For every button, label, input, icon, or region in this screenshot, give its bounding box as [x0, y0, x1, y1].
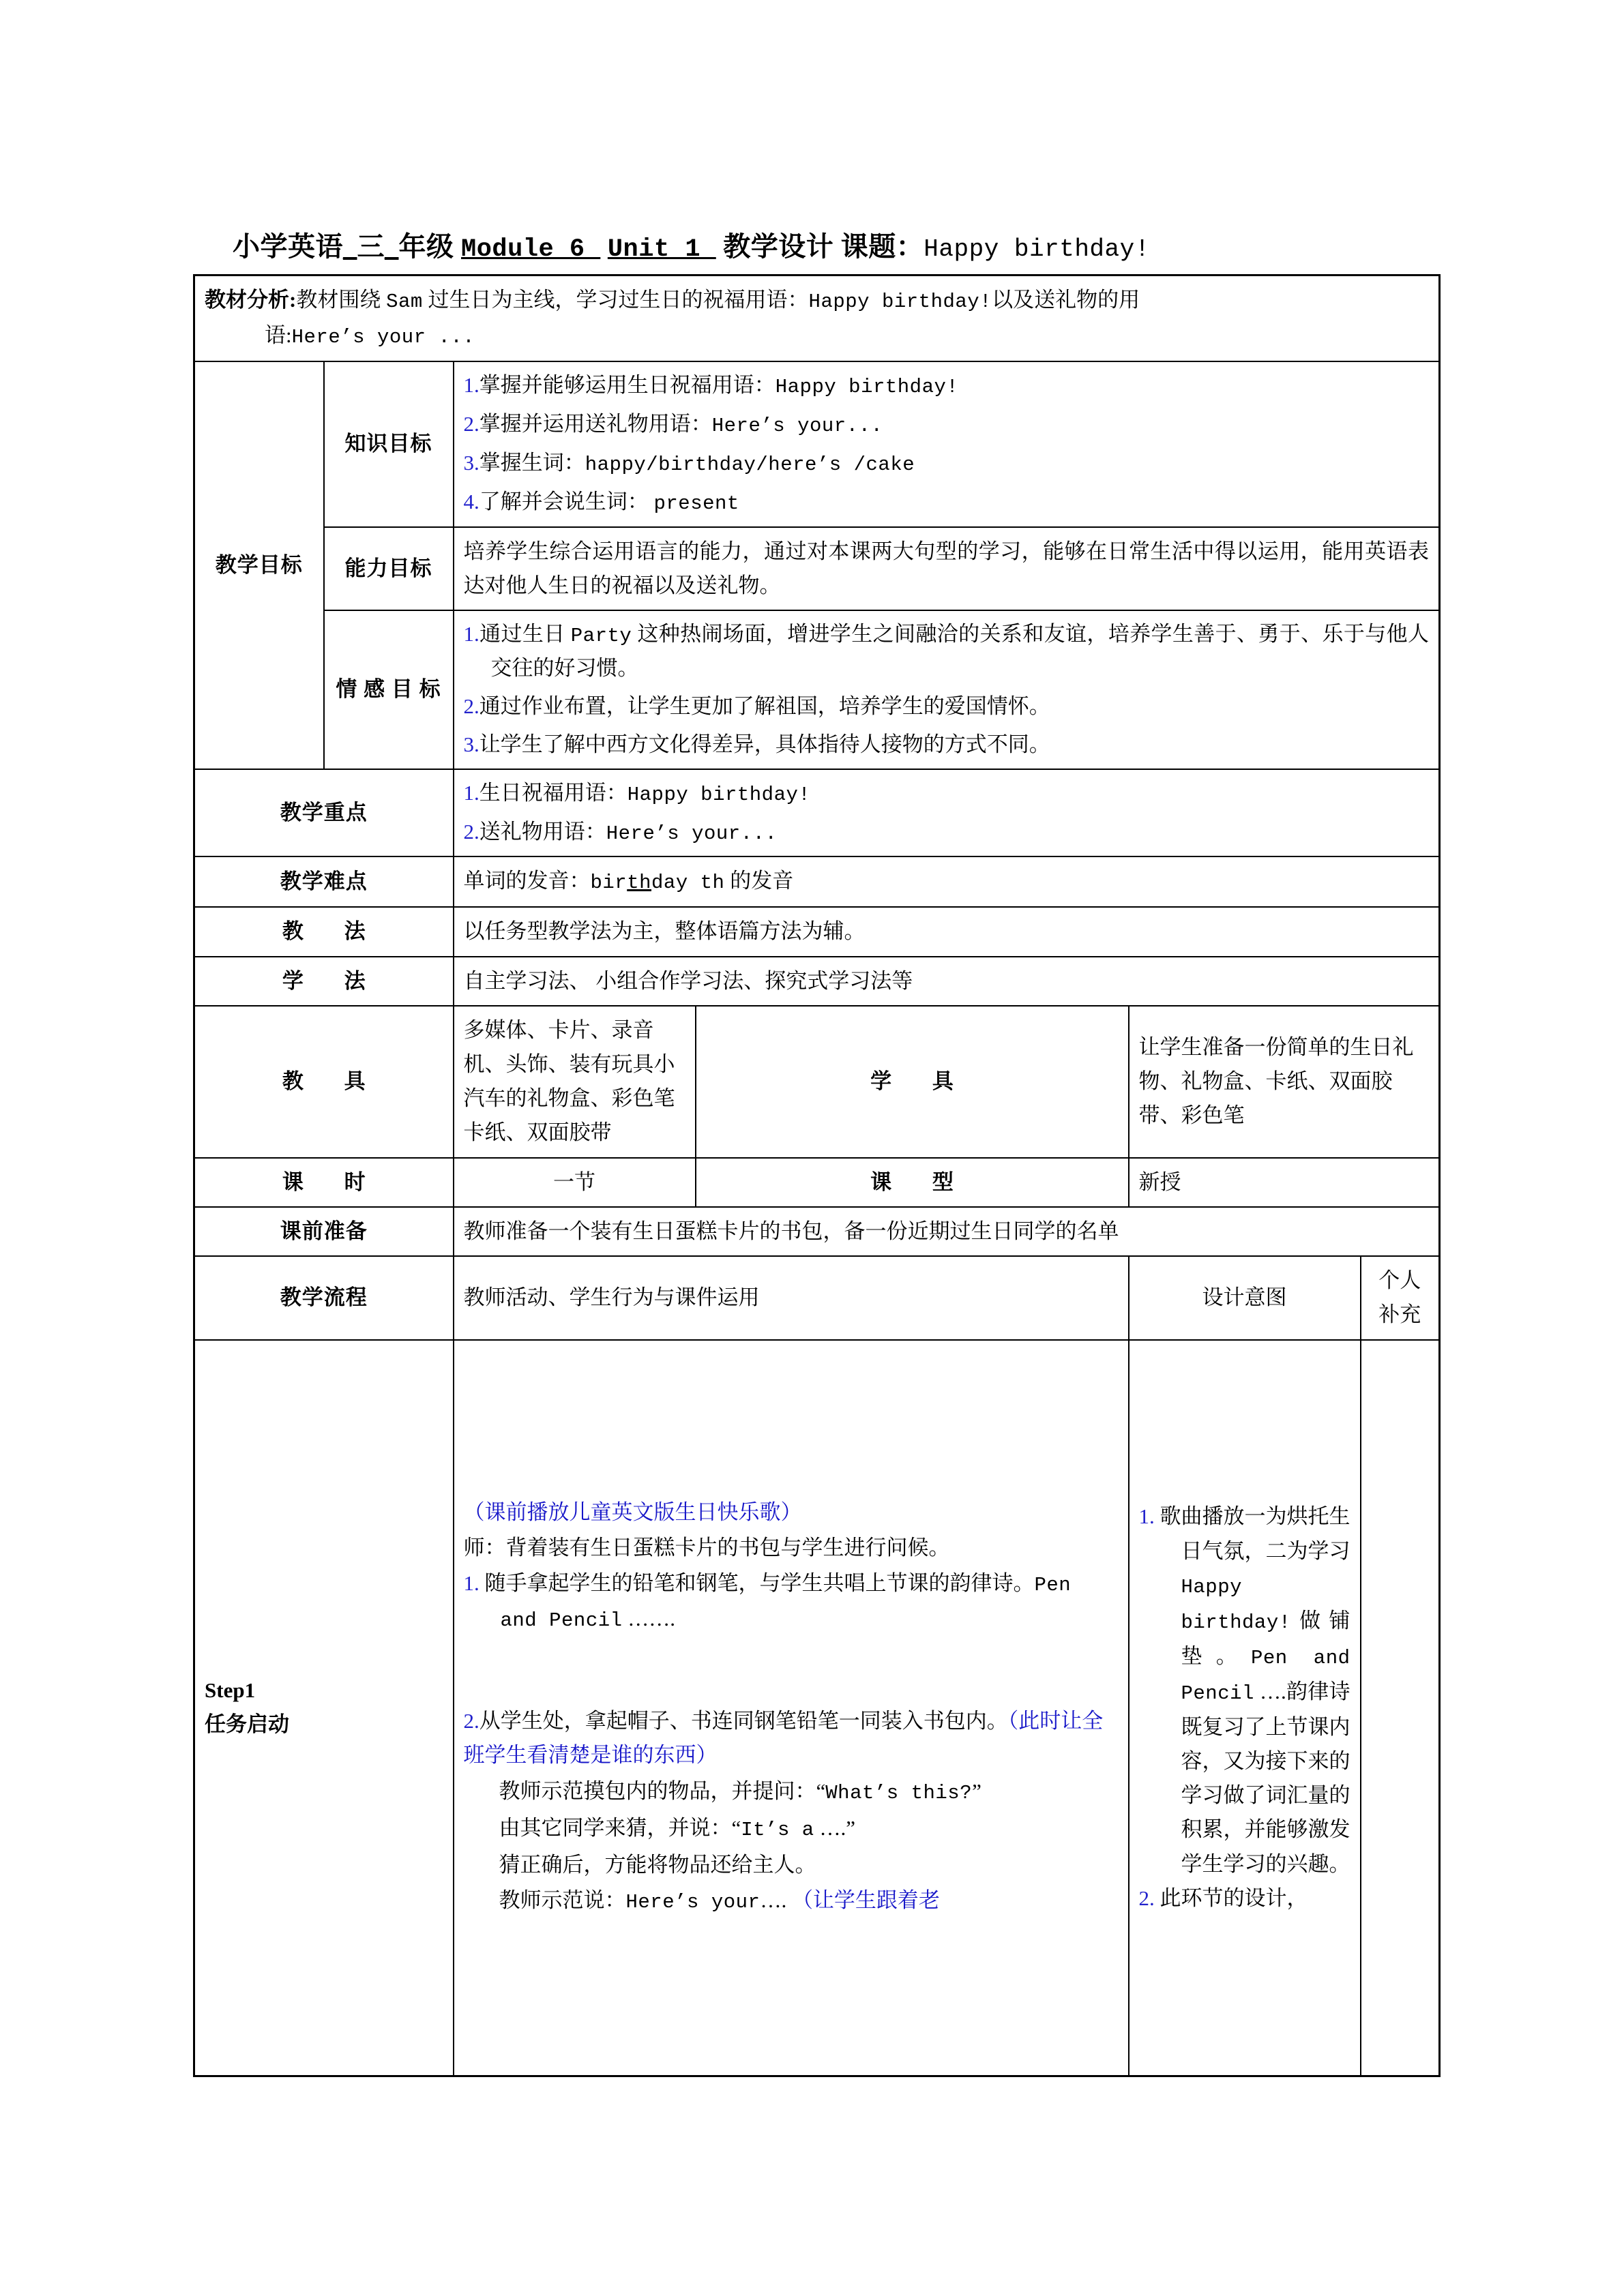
ability-objective-cell — [454, 527, 1440, 610]
list-item: 3.掌握生词：happy/birthday/here’s /cake — [463, 450, 915, 476]
table-row-key-points — [194, 769, 1440, 857]
list-number: 1. — [463, 780, 479, 805]
flow-line-item1: 1. 随手拿起学生的铅笔和钢笔，与学生共唱上节课的韵律诗。Pen and Pencil ……. — [463, 1571, 1072, 1632]
intent-item-1: 1. 歌曲播放一为烘托生日气氛，二为学习 Happy birthday!做铺垫。Pen and Pencil ….韵律诗既复习了上节课内容，又为接下来的学习做了词汇量的积累，并能够激发学生学习的兴趣。 — [1138, 1504, 1350, 1876]
knowledge-objective-label: 知识目标 — [324, 361, 454, 526]
title-subject: 小学英语 — [233, 231, 343, 262]
preparation-cell: 教师准备一个装有生日蛋糕卡片的书包，备一份近期过生日同学的名单 — [454, 1207, 1440, 1256]
list-number: 2. — [463, 1709, 479, 1733]
student-tools-cell: 让学生准备一份简单的生日礼物、礼物盒、卡纸、双面胶带、彩色笔 — [1129, 1006, 1440, 1158]
latin-text: Happy birthday! — [627, 783, 811, 806]
latin-text: Pen and Pencil — [1181, 1646, 1350, 1705]
learning-method-cell: 自主学习法、 小组合作学习法、探究式学习法等 — [454, 957, 1440, 1006]
step1-intent-cell — [1129, 1340, 1361, 2076]
list-number: 1. — [463, 622, 479, 646]
list-number: 2. — [463, 819, 479, 844]
latin-text: bir — [590, 871, 628, 895]
list-number: 3. — [463, 450, 479, 475]
intent-item-2: 2. 此环节的设计， — [1138, 1885, 1308, 1910]
table-row-emotion-objective — [194, 610, 1440, 769]
ability-objective-label: 能力目标 — [324, 527, 454, 610]
latin-text: It’s a — [741, 1818, 814, 1841]
ability-objective-text: 培养学生综合运用语言的能力，通过对本课两大句型的学习，能够在日常生活中得以运用，能用英语表达对他人生日的祝福以及送礼物。 — [463, 539, 1430, 597]
table-row-teaching-method — [194, 907, 1440, 956]
teacher-tools-cell: 多媒体、卡片、录音机、头饰、装有玩具小汽车的礼物盒、彩色笔卡纸、双面胶带 — [454, 1006, 696, 1158]
list-number: 3. — [463, 732, 479, 756]
latin-text: Here’s your ... — [291, 326, 475, 349]
extra-header-line2: 补充 — [1378, 1302, 1421, 1327]
difficulty-label: 教学难点 — [194, 856, 454, 907]
table-row-learning-method — [194, 957, 1440, 1006]
analysis-label: 教材分析: — [205, 288, 297, 312]
list-item: 4.了解并会说生词： present — [463, 489, 739, 515]
preparation-label: 课前准备 — [194, 1207, 454, 1256]
title-module: Module_6_ — [461, 235, 601, 264]
annotation-text: （让学生跟着老 — [791, 1888, 940, 1912]
list-number: 1. — [463, 373, 479, 398]
list-number: 2. — [1138, 1885, 1155, 1910]
teacher-tools-label: 教 具 — [194, 1006, 454, 1158]
list-item: 2.通过作业布置，让学生更加了解祖国，培养学生的爱国情怀。 — [463, 694, 1050, 718]
flow-spacer — [464, 1639, 1119, 1704]
flow-line-song: （课前播放儿童英文版生日快乐歌） — [463, 1500, 802, 1524]
difficulty-prefix: 单词的发音：bir — [463, 869, 628, 895]
period-label: 课 时 — [194, 1158, 454, 1207]
list-item: 2.送礼物用语：Here’s your... — [463, 819, 778, 845]
latin-text: Pen and Pencil — [500, 1574, 1072, 1632]
objectives-row-label: 教学目标 — [194, 361, 324, 769]
extra-column-header — [1361, 1256, 1440, 1339]
activity-column-header: 教师活动、学生行为与课件运用 — [454, 1256, 1129, 1339]
list-item: 1.掌握并能够运用生日祝福用语：Happy birthday! — [463, 373, 959, 399]
list-number: 2. — [463, 694, 479, 718]
title-topic: Happy birthday! — [924, 235, 1150, 263]
intent-column-header: 设计意图 — [1129, 1256, 1361, 1339]
lesson-plan-table — [193, 274, 1441, 2077]
list-number: 1. — [463, 1571, 479, 1596]
table-row-analysis — [194, 275, 1440, 361]
latin-text: Sam — [386, 290, 423, 314]
title-doctype: 教学设计 — [723, 231, 834, 262]
latin-text: What’s this? — [825, 1781, 973, 1804]
list-number: 2. — [463, 412, 479, 436]
table-row-step1 — [194, 1340, 1440, 2076]
key-points-cell — [454, 769, 1440, 857]
emotion-objective-label: 情 感 目 标 — [324, 610, 454, 769]
difficulty-cell — [454, 856, 1440, 907]
student-tools-label: 学 具 — [696, 1006, 1129, 1158]
class-type-value: 新授 — [1129, 1158, 1440, 1207]
latin-text: th — [627, 871, 652, 895]
table-row-difficulty — [194, 856, 1440, 907]
list-item: 3.让学生了解中西方文化得差异，具体指待人接物的方式不同。 — [463, 732, 1050, 756]
class-type-label: 课 型 — [696, 1158, 1129, 1207]
step1-extra-cell — [1361, 1340, 1440, 2076]
difficulty-suffix: day th 的发音 — [651, 869, 794, 895]
teaching-method-cell: 以任务型教学法为主，整体语篇方法为辅。 — [454, 907, 1440, 956]
list-number: 4. — [463, 489, 479, 513]
analysis-line1: 教材围绕 Sam 过生日为主线，学习过生日的祝福用语：Happy birthday!以及送礼物的用 — [296, 288, 1140, 314]
step1-activity-cell — [454, 1340, 1129, 2076]
title-unit: Unit_1_ — [607, 235, 716, 264]
latin-text: Happy birthday! — [808, 290, 992, 314]
flow-line-demo-question: 教师示范摸包内的物品，并提问：“What’s this?” — [499, 1778, 981, 1804]
list-item: 2.掌握并运用送礼物用语：Here’s your... — [463, 412, 883, 438]
latin-text: Party — [570, 625, 632, 648]
table-row-ability-objective — [194, 527, 1440, 610]
analysis-line2: 语:Here’s your ... — [265, 323, 475, 349]
latin-text: happy/birthday/here’s /cake — [585, 453, 915, 476]
title-grade-suffix: 年级 — [398, 231, 454, 262]
title-grade: 三 — [357, 231, 385, 262]
flow-line-item2: 2.从学生处，拿起帽子、书连同钢笔铅笔一同装入书包内。（此时让全班学生看清楚是谁的东西） — [463, 1709, 1104, 1768]
latin-text: Here’s your... — [606, 822, 778, 845]
lesson-plan-sheet — [193, 225, 1438, 2077]
latin-text: Happy birthday! — [775, 376, 959, 399]
key-points-label: 教学重点 — [194, 769, 454, 857]
knowledge-objective-cell — [454, 361, 1440, 526]
annotation-text: （此时让全班学生看清楚是谁的东西） — [463, 1709, 1104, 1768]
latin-text: Happy birthday! — [1181, 1575, 1291, 1634]
step1-subtitle: 任务启动 — [205, 1712, 289, 1737]
table-row-process-header — [194, 1256, 1440, 1339]
learning-method-label: 学 法 — [194, 957, 454, 1006]
flow-line-heres-your: 教师示范说：Here’s your…. （让学生跟着老 — [499, 1888, 940, 1913]
table-row-period — [194, 1158, 1440, 1207]
extra-header-line1: 个人 — [1378, 1268, 1421, 1293]
latin-text: present — [653, 492, 739, 515]
step1-label-cell — [194, 1340, 454, 2076]
period-value: 一节 — [454, 1158, 696, 1207]
latin-text: day th — [651, 871, 725, 895]
teaching-method-label: 教 法 — [194, 907, 454, 956]
list-number: 1. — [1138, 1504, 1155, 1529]
flow-line-greeting: 师：背着装有生日蛋糕卡片的书包与学生进行问候。 — [463, 1536, 950, 1560]
flow-line-return: 猜正确后，方能将物品还给主人。 — [499, 1852, 816, 1877]
page-title: 小学英语_三_年级 Module_6_ Unit_1_ 教学设计 课题：Happy birthday! — [233, 231, 1150, 264]
table-row-knowledge-objective — [194, 361, 1440, 526]
step1-name: Step1 — [205, 1678, 256, 1703]
title-topic-label: 课题： — [840, 231, 924, 262]
latin-text: Here’s your... — [711, 415, 883, 438]
difficulty-underlined — [627, 869, 651, 893]
table-row-preparation — [194, 1207, 1440, 1256]
flow-column-header: 教学流程 — [194, 1256, 454, 1339]
flow-line-guess: 由其它同学来猜，并说：“It’s a ….” — [499, 1815, 855, 1841]
list-item: 1.生日祝福用语：Happy birthday! — [463, 780, 811, 806]
analysis-cell — [194, 275, 1440, 361]
list-item: 1.通过生日 Party 这种热闹场面，增进学生之间融洽的关系和友谊，培养学生善于、勇于、乐于与他人交往的好习惯。 — [463, 622, 1430, 680]
table-row-tools — [194, 1006, 1440, 1158]
latin-text: Here’s your — [625, 1890, 761, 1913]
emotion-objective-cell — [454, 610, 1440, 769]
